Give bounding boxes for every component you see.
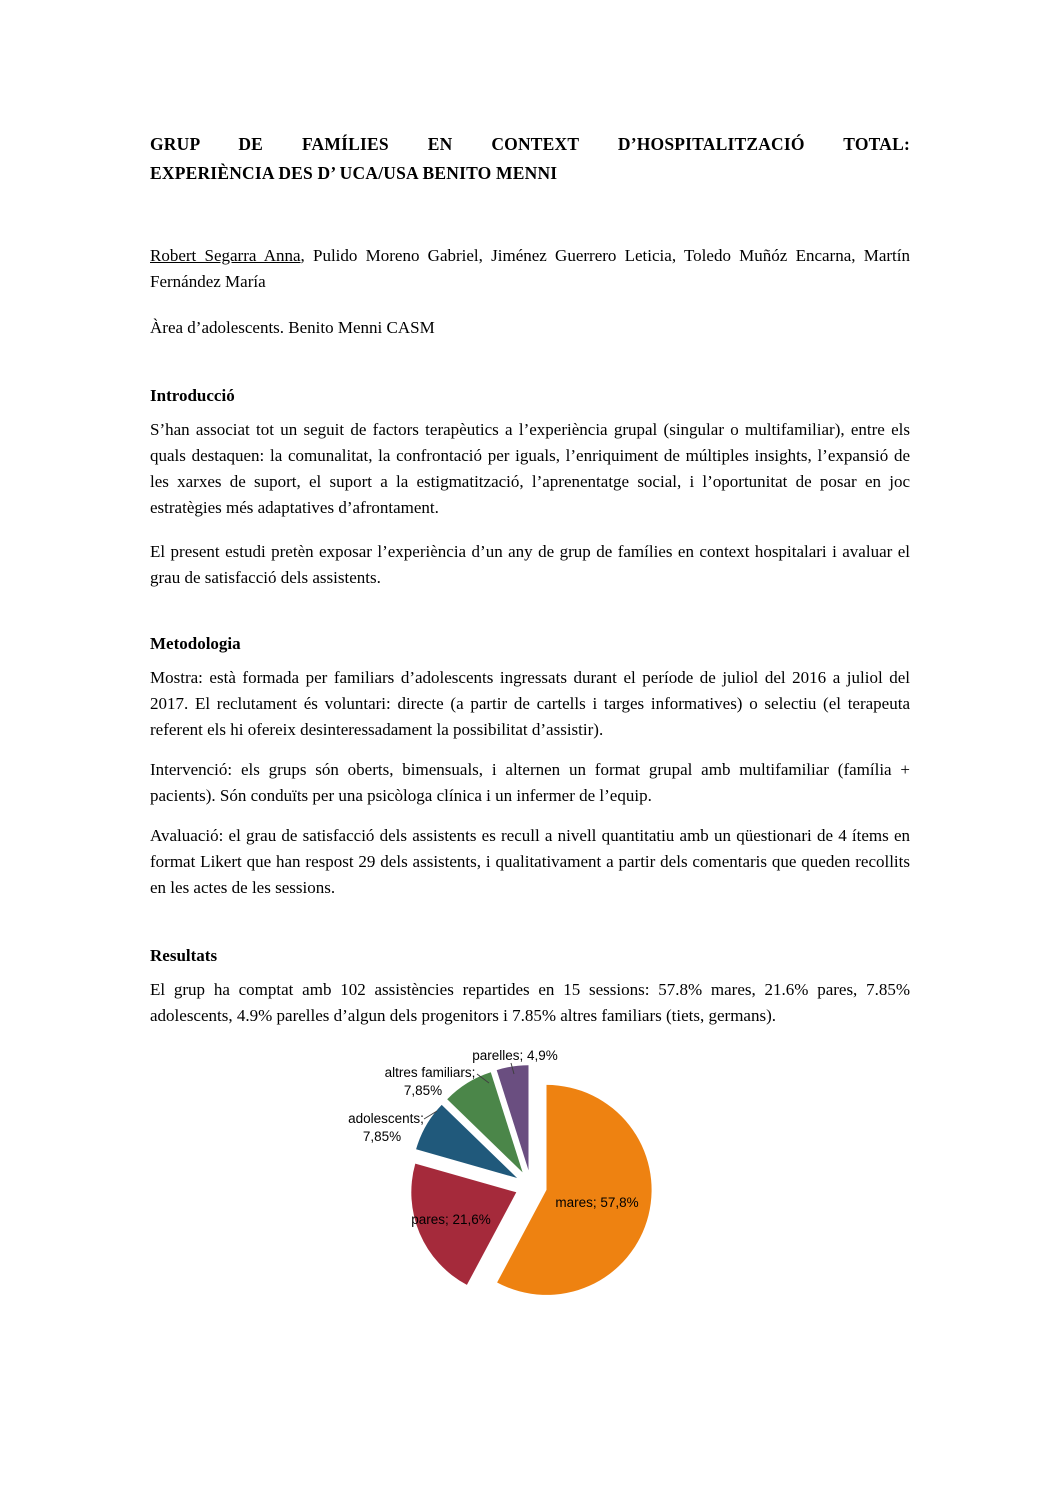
title-line-2: EXPERIÈNCIA DES D’ UCA/USA BENITO MENNI — [150, 163, 558, 183]
paragraph-metodologia-mostra: Mostra: està formada per familiars d’adolescents ingressats durant el període de juliol del 2016 a juliol del 2017. El reclutament és voluntari: directe (a partir de cartells i targes informatives) o selectiu (el terapeuta referent els hi ofereix desinteressadament la possibilitat d’assistir). — [150, 668, 910, 739]
affiliation-line: Àrea d’adolescents. Benito Menni CASM — [150, 318, 435, 337]
first-author: Robert Segarra Anna — [150, 246, 301, 265]
section-heading-resultats: Resultats — [150, 946, 218, 965]
authors-line — [150, 243, 910, 295]
document-content — [150, 130, 910, 1311]
pie-label-adolescents-line1: adolescents; — [348, 1111, 424, 1126]
results-pie-chart — [310, 1043, 750, 1311]
document-title — [150, 130, 910, 188]
pie-label-pares: pares; 21,6% — [411, 1212, 491, 1227]
paragraph-metodologia-avaluacio: Avaluació: el grau de satisfacció dels assistents es recull a nivell quantitatiu amb un qüestionari de 4 ítems en format Likert que han respost 29 dels assistents, i qualitativament a partir dels comentaris que queden recollits en les actes de les sessions. — [150, 826, 910, 897]
section-heading-introduccio: Introducció — [150, 386, 235, 405]
pie-label-parelles: parelles; 4,9% — [472, 1048, 558, 1063]
pie-label-adolescents-line2: 7,85% — [362, 1129, 402, 1144]
paragraph-introduccio-2: El present estudi pretèn exposar l’experiència d’un any de grup de famílies en context hospitalari i avaluar el grau de satisfacció dels assistents. — [150, 542, 910, 587]
pie-label-mares: mares; 57,8% — [555, 1195, 639, 1210]
title-line-1: GRUP DE FAMÍLIES EN CONTEXT D’HOSPITALITZACIÓ TOTAL: — [150, 134, 910, 154]
paragraph-metodologia-intervencio: Intervenció: els grups són oberts, bimensuals, i alternen un format grupal amb multifamiliar (família + pacients). Són conduïts per una psicòloga clínica i un infermer de l’equip. — [150, 760, 910, 805]
pie-chart-svg — [310, 1043, 750, 1311]
other-authors: , Pulido Moreno Gabriel, Jiménez Guerrero Leticia, Toledo Muñóz Encarna, Martín Fernández María — [150, 246, 910, 291]
paragraph-introduccio-1: S’han associat tot un seguit de factors terapèutics a l’experiència grupal (singular o multifamiliar), entre els quals destaquen: la comunalitat, la confrontació per iguals, l’enriquiment de múltiples insights, l’expansió de les xarxes de suport, el suport a la estigmatització, l’aprenentatge social, i l’oportunitat de posar en joc estratègies més adaptatives d’afrontament. — [150, 420, 910, 517]
pie-label-altres-familiars-line2: 7,85% — [403, 1083, 443, 1098]
section-heading-metodologia: Metodologia — [150, 634, 241, 653]
paragraph-resultats-1: El grup ha comptat amb 102 assistències repartides en 15 sessions: 57.8% mares, 21.6% pares, 7.85% adolescents, 4.9% parelles d’algun dels progenitors i 7.85% altres familiars (tiets, germans). — [150, 980, 910, 1025]
pie-label-altres-familiars-line1: altres familiars; — [384, 1065, 476, 1080]
